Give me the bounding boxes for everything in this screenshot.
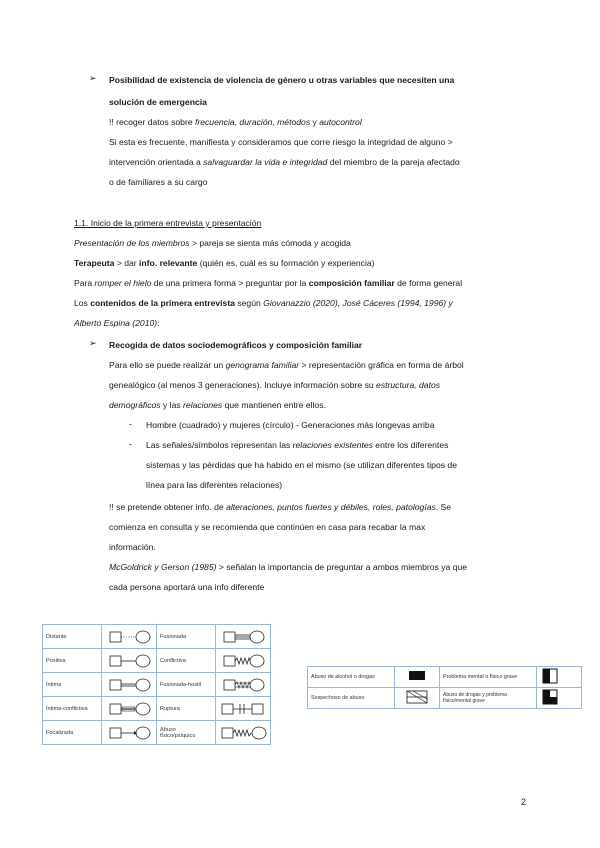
conflict-relation-symbol: [216, 649, 271, 673]
text-line: Si esta es frecuente, manifiesta y consideramos que corre riesgo la integridad de alguno >: [109, 137, 453, 147]
legend-label: Abuso de drogas y problema físico/mental grave: [440, 688, 537, 709]
genogram-legend-table: [307, 666, 582, 709]
focused-relation-symbol: [102, 721, 157, 745]
suspected-abuse-symbol: [395, 688, 440, 709]
section-title: 1.1. Inicio de la primera entrevista y presentación: [74, 218, 262, 228]
substance-abuse-symbol: [395, 667, 440, 688]
mental-physical-problem-symbol: [537, 667, 582, 688]
text-line: !! se pretende obtener info. de alteraciones, puntos fuertes y débiles, roles, patologías. Se: [109, 502, 452, 512]
relation-label: Fusionada-hostil: [157, 673, 216, 697]
text-line: genealógico (al menos 3 generaciones). Incluye información sobre su estructura, datos: [109, 380, 441, 390]
text-line: o de familiares a su cargo: [109, 177, 208, 187]
dash-bullet: -: [129, 419, 132, 429]
text-line: Alberto Espina (2010):: [74, 318, 160, 328]
relation-label: Distante: [43, 625, 102, 649]
heading-emergency: Posibilidad de existencia de violencia de género u otras variables que necesiten una: [109, 75, 455, 85]
positive-relation-symbol: [102, 649, 157, 673]
relation-label: Positiva: [43, 649, 102, 673]
text-line: Las señales/símbolos representan las relaciones existentes entre los diferentes: [146, 440, 449, 450]
text-line: información.: [109, 542, 156, 552]
text-line: línea para las diferentes relaciones): [146, 480, 283, 490]
abuse-relation-symbol: [216, 721, 271, 745]
table-row: [43, 649, 271, 673]
heading-emergency-cont: solución de emergencia: [109, 97, 207, 107]
intimate-relation-symbol: [102, 673, 157, 697]
legend-label: Problema mental o físico grave: [440, 667, 537, 688]
legend-label: Sospechoso de abuso: [308, 688, 395, 709]
text-line: Para romper el hielo de una primera forma > preguntar por la composición familiar de forma general: [74, 278, 463, 288]
fused-relation-symbol: [216, 625, 271, 649]
relation-label: Fusionada: [157, 625, 216, 649]
text-line: Presentación de los miembros > pareja se sienta más cómoda y acogida: [74, 238, 351, 248]
relation-label: Abuso físico/psíquico: [157, 721, 216, 745]
text-line: Para ello se puede realizar un genograma familiar > representación gráfica en forma de árbol: [109, 360, 464, 370]
table-row: [43, 721, 271, 745]
genogram-relations-table: [42, 624, 271, 745]
bullet-arrow-icon: ➢: [89, 338, 97, 348]
relation-label: Íntima-conflictiva: [43, 697, 102, 721]
text-line: cada persona aportará una info diferente: [109, 582, 265, 592]
text-line: !! recoger datos sobre frecuencia, duración, métodos y autocontrol: [109, 117, 362, 127]
relation-label: Ruptura: [157, 697, 216, 721]
bullet-arrow-icon: ➢: [89, 73, 97, 83]
dash-bullet: -: [129, 439, 132, 449]
relation-label: Conflictiva: [157, 649, 216, 673]
text-line: McGoldrick y Gerson (1985) > señalan la importancia de preguntar a ambos miembros ya que: [109, 562, 468, 572]
text-line: intervención orientada a salvaguardar la vida e integridad del miembro de la pareja afectado: [109, 157, 460, 167]
table-row: [43, 625, 271, 649]
table-row: [43, 673, 271, 697]
page-number: 2: [521, 797, 527, 807]
text-line: demográficos y las relaciones que mantienen entre ellos.: [109, 400, 326, 410]
drug-and-mental-problem-symbol: [537, 688, 582, 709]
relation-label: Focalizada: [43, 721, 102, 745]
table-row: [308, 667, 582, 688]
text-line: Terapeuta > dar info. relevante (quién es, cuál es su formación y experiencia): [74, 258, 375, 268]
table-row: [43, 697, 271, 721]
legend-label: Abuso de alcohol o drogas: [308, 667, 395, 688]
heading-sociodemographic: Recogida de datos sociodemográficos y composición familiar: [109, 340, 363, 350]
rupture-relation-symbol: [216, 697, 271, 721]
text-line: Hombre (cuadrado) y mujeres (círculo) - Generaciones más longevas arriba: [146, 420, 435, 430]
text-line: sistemas y las pérdidas que ha habido en el mismo (se utilizan diferentes tipos de: [146, 460, 457, 470]
table-row: [308, 688, 582, 709]
relation-label: Íntima: [43, 673, 102, 697]
distant-relation-symbol: [102, 625, 157, 649]
text-line: Los contenidos de la primera entrevista según Giovanazzio (2020), José Cáceres (1994, 1996) y: [74, 298, 453, 308]
intimate-conflict-relation-symbol: [102, 697, 157, 721]
fused-hostile-relation-symbol: [216, 673, 271, 697]
text-line: comienza en consulta y se recomienda que continúen en casa para recabar la max: [109, 522, 426, 532]
